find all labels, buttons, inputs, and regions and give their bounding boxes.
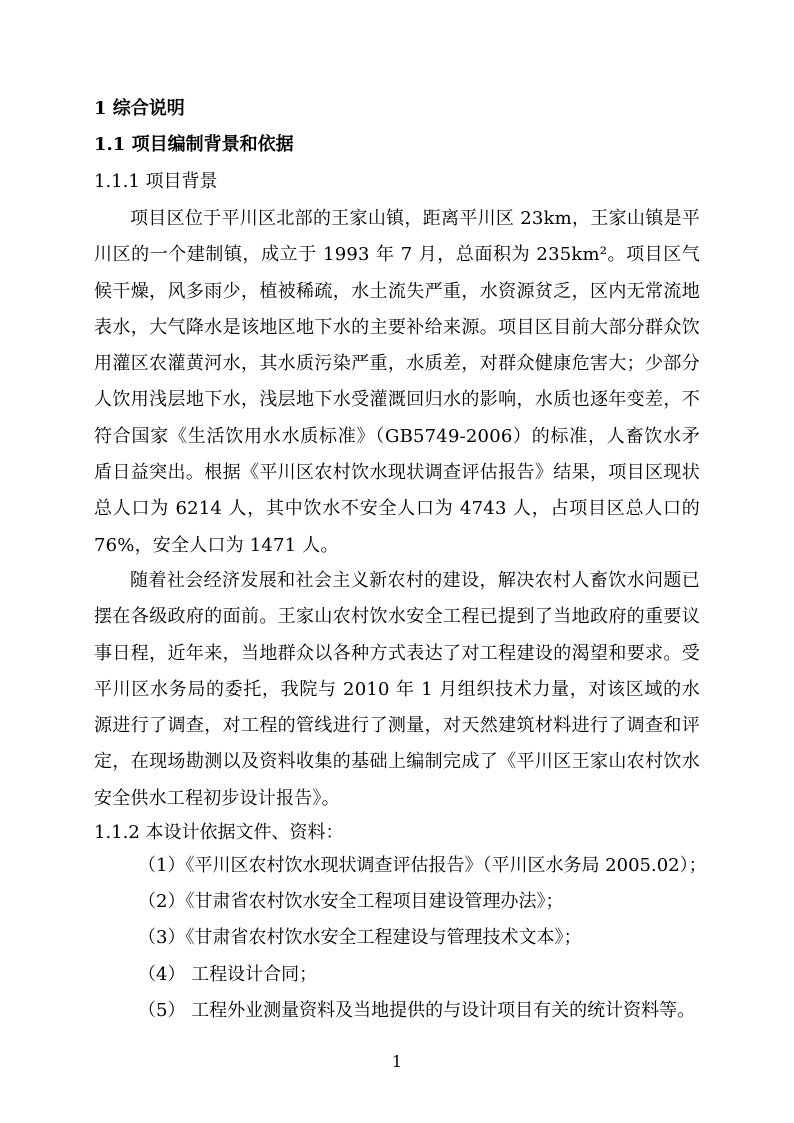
list-item: （2）《甘肃省农村饮水安全工程项目建设管理办法》； — [138, 891, 564, 913]
page-number: 1 — [391, 1052, 403, 1071]
list-item: （5） 工程外业测量资料及当地提供的与设计项目有关的统计资料等。 — [138, 999, 696, 1021]
heading-section-1-1-1: 1.1.1 项目背景 — [94, 171, 218, 192]
paragraph-project-background: 项目区位于平川区北部的王家山镇，距离平川区 23km，王家山镇是平川区的一个建制镇，成立于 1993 年 7 月，总面积为 235km²。项目区气候干燥，风多雨少，植被稀疏，水土流失严重，水资源贫乏，区内无常流地表水，大气降水是该地区地下水的主要补给来源。项目区目前大部分群众饮用灌区农灌黄河水，其水质污染严重，水质差，对群众健康危害大；少部分人饮用浅层地下水，浅层地下水受灌溉回归水的影响，水质也逐年变差，不符合国家《生活饮用水水质标准》（GB5749-2006）的标准，人畜饮水矛盾日益突出。根据《平川区农村饮水现状调查评估报告》结果，项目区现状总人口为 6214 人，其中饮水不安全人口为 4743 人，占项目区总人口的 76%，安全人口为 1471 人。 — [94, 208, 700, 556]
heading-section-1-1-2: 1.1.2 本设计依据文件、资料： — [94, 822, 344, 843]
heading-level-2: 1.1 项目编制背景和依据 — [94, 134, 294, 155]
reference-list — [138, 848, 707, 1029]
heading-level-1: 1 综合说明 — [94, 98, 185, 119]
list-item: （3）《甘肃省农村饮水安全工程建设与管理技术文本》； — [138, 927, 582, 949]
list-item: （4） 工程设计合同； — [138, 963, 318, 985]
paragraph-project-origin: 随着社会经济发展和社会主义新农村的建设，解决农村人畜饮水问题已摆在各级政府的面前。王家山农村饮水安全工程已提到了当地政府的重要议事日程，近年来，当地群众以各种方式表达了对工程建设的渴望和要求。受平川区水务局的委托，我院与 2010 年 1 月组织技术力量，对该区域的水源进行了调查，对工程的管线进行了测量，对天然建筑材料进行了调查和评定，在现场勘测以及资料收集的基础上编制完成了《平川区王家山农村饮水安全供水工程初步设计报告》。 — [94, 570, 700, 809]
list-item: （1）《平川区农村饮水现状调查评估报告》（平川区水务局 2005.02）； — [138, 855, 707, 876]
